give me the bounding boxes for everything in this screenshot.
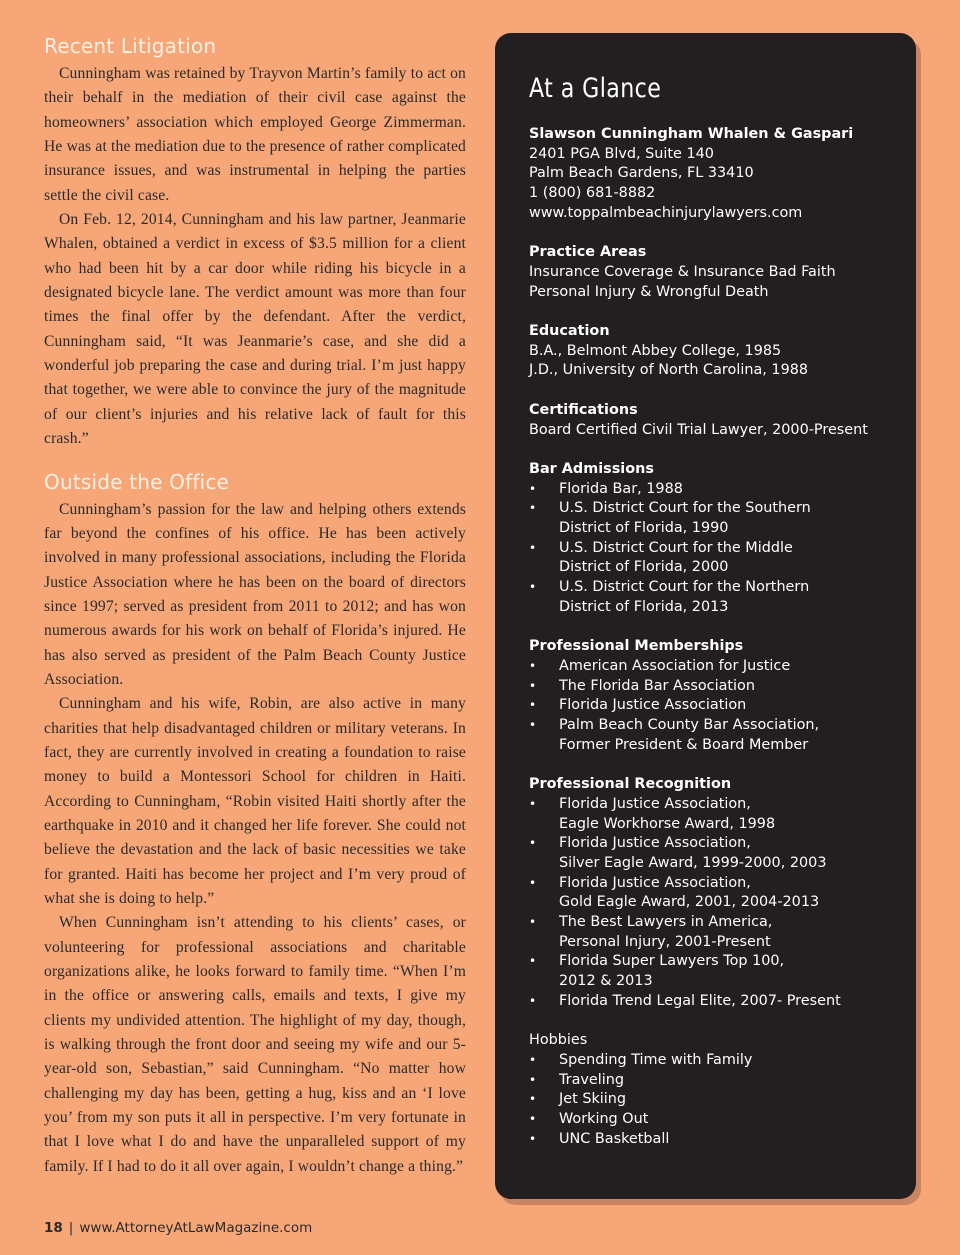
practice-area-item: Insurance Coverage & Insurance Bad Faith — [529, 263, 836, 280]
list-item: • Florida Justice Association, Silver Eagle Award, 1999-2000, 2003 — [529, 835, 827, 871]
bullet-icon: • — [529, 658, 537, 673]
recognition-list — [529, 795, 916, 1012]
bullet-icon: • — [529, 718, 537, 733]
practice-areas-heading: Practice Areas — [529, 244, 647, 261]
memberships-list — [529, 657, 916, 756]
sidebar-title: At a Glance — [529, 73, 662, 104]
certification-item: Board Certified Civil Trial Lawyer, 2000-Present — [529, 421, 868, 438]
article-paragraph: When Cunningham isn’t attending to his clients’ cases, or volunteering for professional associations and charitable organizations alike, he looks forward to family time. “When I’m in the office or answering calls, emails and texts, I give my clients my undivided attention. The highlight of my day, though, is walking through the front door and seeing my wife and our 5-year-old son, Sebastian,” said Cunningham. “No matter how challenging my day has been, getting a hug, kiss and an ‘I love you’ from my son puts it all in perspective. I’m very fortunate in that I love what I do and have the unparalleled support of my family. If I had to do it all over again, I wouldn’t change a thing.” — [44, 914, 466, 1175]
bullet-icon: • — [529, 481, 537, 496]
list-item: • Working Out — [529, 1110, 916, 1130]
memberships-block — [529, 637, 916, 755]
bullet-icon: • — [529, 796, 537, 811]
bullet-icon: • — [529, 698, 537, 713]
footer-separator: | — [68, 1220, 74, 1236]
at-a-glance-sidebar — [495, 33, 916, 1199]
recognition-heading: Professional Recognition — [529, 776, 732, 793]
bar-admissions-heading: Bar Admissions — [529, 460, 654, 477]
bullet-icon: • — [529, 915, 537, 930]
recent-litigation-heading: Recent Litigation — [44, 34, 217, 58]
footer-url-link[interactable]: www.AttorneyAtLawMagazine.com — [79, 1220, 313, 1236]
bullet-icon: • — [529, 1112, 537, 1127]
list-item: • UNC Basketball — [529, 1130, 916, 1150]
list-item: • American Association for Justice — [529, 657, 916, 677]
bullet-icon: • — [529, 993, 537, 1008]
list-item: • The Florida Bar Association — [529, 677, 916, 697]
education-item: B.A., Belmont Abbey College, 1985 — [529, 342, 782, 359]
list-item: • Florida Trend Legal Elite, 2007- Present — [529, 992, 916, 1012]
article-paragraph: Cunningham was retained by Trayvon Martin’s family to act on their behalf in the mediation of their civil case against the homeowners’ association which employed George Zimmerman. He was at the mediation due to the presence of rather complicated insurance issues, and was instrumental in helping the parties settle the civil case. — [44, 65, 466, 204]
firm-phone[interactable]: 1 (800) 681-8882 — [529, 185, 656, 202]
article-paragraph: Cunningham’s passion for the law and helping others extends far beyond the confines of his office. He has been actively involved in many professional associations, including the Florida Justice Association where he has been on the board of directors since 1997; served as president from 2011 to 2012; and has won numerous awards for his work on behalf of Florida’s injured. He has also served as president of the Palm Beach County Justice Association. — [44, 500, 466, 688]
list-item: • Jet Skiing — [529, 1090, 916, 1110]
firm-website-link[interactable]: www.toppalmbeachinjurylawyers.com — [529, 204, 803, 221]
list-item: • U.S. District Court for the Middle District of Florida, 2000 — [529, 539, 793, 576]
article-paragraph: Cunningham and his wife, Robin, are also active in many charities that help disadvantaged children or military veterans. In fact, they are currently involved in creating a foundation to raise money to build a Montessori School for children in Haiti. According to Cunningham, “Robin visited Haiti shortly after the earthquake in 2010 and it changed her life forever. She could not believe the devastation and the lack of basic necessities we take for granted. Haiti has become her project and I’m very proud of what she is doing to help.” — [44, 695, 466, 907]
education-item: J.D., University of North Carolina, 1988 — [529, 362, 809, 379]
bullet-icon: • — [529, 540, 537, 555]
list-item: • The Best Lawyers in America, Personal Injury, 2001-Present — [529, 914, 773, 950]
firm-address-line2: Palm Beach Gardens, FL 33410 — [529, 165, 754, 182]
bullet-icon: • — [529, 836, 537, 851]
page-number: 18 — [44, 1220, 63, 1236]
bullet-icon: • — [529, 954, 537, 969]
hobbies-block — [529, 1031, 916, 1149]
bullet-icon: • — [529, 1092, 537, 1107]
bar-admissions-block — [529, 460, 916, 618]
page-footer — [44, 1220, 312, 1236]
article-paragraph: On Feb. 12, 2014, Cunningham and his law partner, Jeanmarie Whalen, obtained a verdict in excess of $3.5 million for a client who had been hit by a car door while riding his bicycle in a designated bicycle lane. The verdict amount was more than four times the final offer by the defendant. After the verdict, Cunningham said, “It was Jeanmarie’s case, and she did a wonderful job preparing the case and during trial. I’m just happy that together, we were able to convince the jury of the magnitude of our client’s injuries and his relative lack of fault for this crash.” — [44, 211, 466, 448]
list-item: • Traveling — [529, 1071, 916, 1091]
outside-office-heading: Outside the Office — [44, 469, 230, 494]
bullet-icon: • — [529, 580, 537, 595]
bullet-icon: • — [529, 875, 537, 890]
practice-area-item: Personal Injury & Wrongful Death — [529, 283, 769, 300]
recognition-block — [529, 775, 916, 1011]
list-item: • Spending Time with Family — [529, 1051, 916, 1071]
hobbies-heading: Hobbies — [529, 1032, 588, 1049]
firm-address-line1: 2401 PGA Blvd, Suite 140 — [529, 145, 714, 162]
bullet-icon: • — [529, 678, 537, 693]
article-column — [44, 30, 466, 1179]
practice-areas-block — [529, 243, 916, 302]
list-item: • Florida Super Lawyers Top 100, 2012 & 2013 — [529, 953, 785, 990]
bullet-icon: • — [529, 501, 537, 516]
firm-name: Slawson Cunningham Whalen & Gaspari — [529, 126, 854, 142]
education-heading: Education — [529, 323, 610, 339]
firm-contact-block — [529, 125, 916, 224]
list-item: • Florida Justice Association — [529, 696, 916, 716]
list-item: • Florida Bar, 1988 — [529, 480, 916, 500]
memberships-heading: Professional Memberships — [529, 638, 744, 655]
certifications-heading: Certifications — [529, 401, 638, 418]
list-item: • U.S. District Court for the Southern District of Florida, 1990 — [529, 500, 811, 536]
bullet-icon: • — [529, 1052, 537, 1067]
list-item: • Florida Justice Association, Eagle Workhorse Award, 1998 — [529, 795, 776, 832]
education-block — [529, 322, 916, 381]
list-item: • Palm Beach County Bar Association, Former President & Board Member — [529, 717, 820, 753]
bullet-icon: • — [529, 1072, 537, 1087]
list-item: • Florida Justice Association, Gold Eagle Award, 2001, 2004-2013 — [529, 874, 820, 911]
list-item: • U.S. District Court for the Northern District of Florida, 2013 — [529, 579, 810, 615]
hobbies-list — [529, 1051, 916, 1150]
certifications-block — [529, 401, 916, 440]
bullet-icon: • — [529, 1131, 537, 1146]
bar-admissions-list — [529, 480, 916, 618]
